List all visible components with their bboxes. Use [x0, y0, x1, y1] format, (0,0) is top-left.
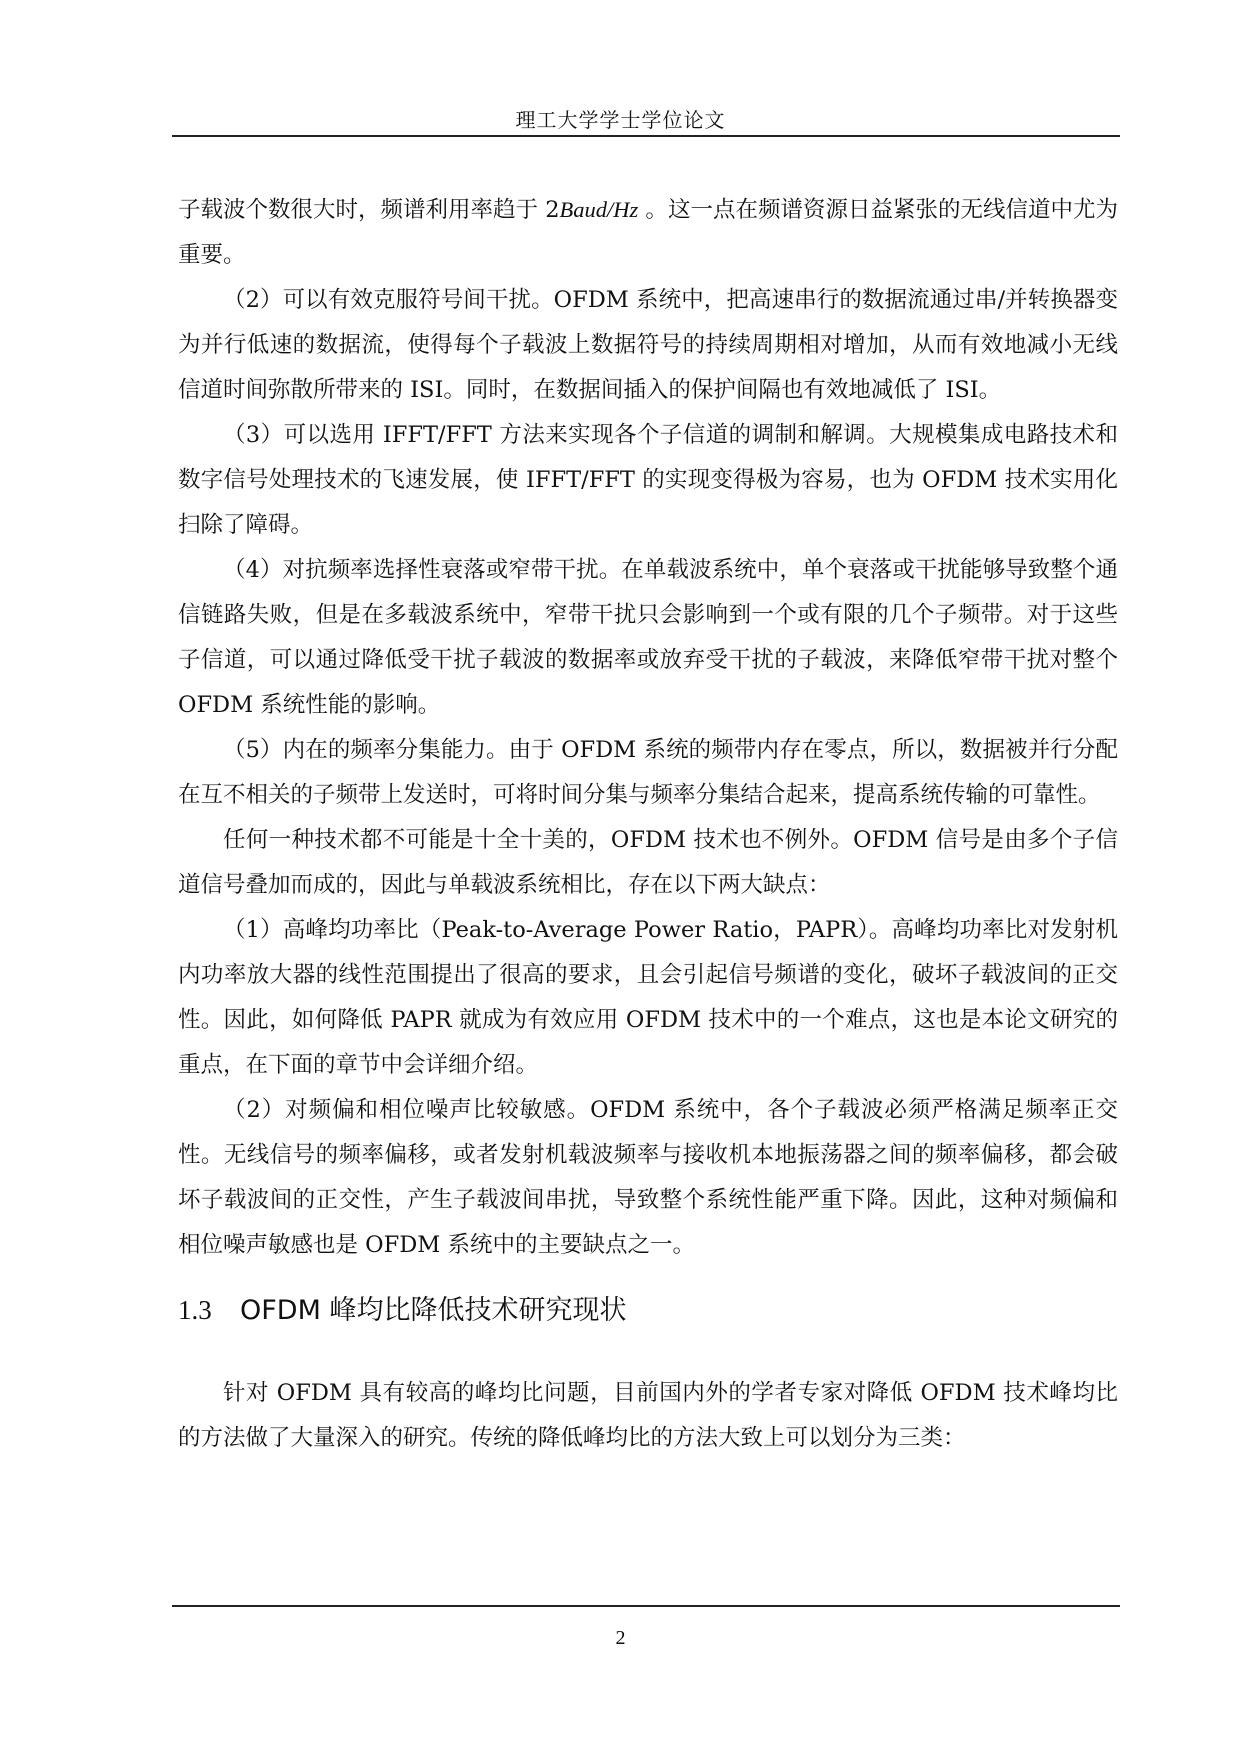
header-rule [172, 135, 1120, 137]
math-unit: Baud/Hz [559, 197, 639, 222]
paragraph-continuation [178, 187, 1118, 278]
section-title: OFDM 峰均比降低技术研究现状 [240, 1295, 627, 1326]
paragraph-advantage-5: （5）内在的频率分集能力。由于 OFDM 系统的频带内存在零点，所以，数据被并行分配在互不相关的子频带上发送时，可将时间分集与频率分集结合起来，提高系统传输的可靠性。 [178, 737, 1118, 808]
paragraph-advantage-2: （2）可以有效克服符号间干扰。OFDM 系统中，把高速串行的数据流通过串/并转换器变为并行低速的数据流，使得每个子载波上数据符号的持续周期相对增加，从而有效地减小无线信道时间弥散所带来的 ISI。同时，在数据间插入的保护间隔也有效地减低了 ISI。 [178, 287, 1118, 403]
paragraph-drawback-1: （1）高峰均功率比（Peak-to-Average Power Ratio，PAPR）。高峰均功率比对发射机内功率放大器的线性范围提出了很高的要求，且会引起信号频谱的变化，破坏子载波间的正交性。因此，如何降低 PAPR 就成为有效应用 OFDM 技术中的一个难点，这也是本论文研究的重点，在下面的章节中会详细介绍。 [178, 917, 1118, 1078]
paragraph-advantage-4: （4）对抗频率选择性衰落或窄带干扰。在单载波系统中，单个衰落或干扰能够导致整个通信链路失败，但是在多载波系统中，窄带干扰只会影响到一个或有限的几个子频带。对于这些子信道，可以通过降低受干扰子载波的数据率或放弃受干扰的子载波，来降低窄带干扰对整个 OFDM 系统性能的影响。 [178, 557, 1118, 718]
paragraph-advantage-3: （3）可以选用 IFFT/FFT 方法来实现各个子信道的调制和解调。大规模集成电路技术和数字信号处理技术的飞速发展，使 IFFT/FFT 的实现变得极为容易，也为 OFDM 技术实用化扫除了障碍。 [178, 422, 1118, 538]
paragraph-drawbacks-intro: 任何一种技术都不可能是十全十美的，OFDM 技术也不例外。OFDM 信号是由多个子信道信号叠加而成的，因此与单载波系统相比，存在以下两大缺点： [178, 827, 1118, 898]
footer-rule [172, 1605, 1120, 1607]
section-number: 1.3 [178, 1295, 212, 1325]
paragraph-section-intro: 针对 OFDM 具有较高的峰均比问题，目前国内外的学者专家对降低 OFDM 技术峰均比的方法做了大量深入的研究。传统的降低峰均比的方法大致上可以划分为三类： [178, 1380, 1118, 1451]
page-body [178, 187, 1118, 1461]
running-header-title: 理工大学学士学位论文 [515, 108, 726, 132]
page-number: 2 [615, 1627, 626, 1649]
section-heading [178, 1290, 1118, 1331]
paragraph-drawback-2: （2）对频偏和相位噪声比较敏感。OFDM 系统中，各个子载波必须严格满足频率正交性。无线信号的频率偏移，或者发射机载波频率与接收机本地振荡器之间的频率偏移，都会破坏子载波间的正交性，产生子载波间串扰，导致整个系统性能严重下降。因此，这种对频偏和相位噪声敏感也是 OFDM 系统中的主要缺点之一。 [178, 1097, 1118, 1258]
paragraph-text: 。这一点在频谱资源日益紧张的无线信道中尤为重要。 [178, 197, 1119, 268]
paragraph-text: 子载波个数很大时，频谱利用率趋于 2 [178, 197, 560, 223]
